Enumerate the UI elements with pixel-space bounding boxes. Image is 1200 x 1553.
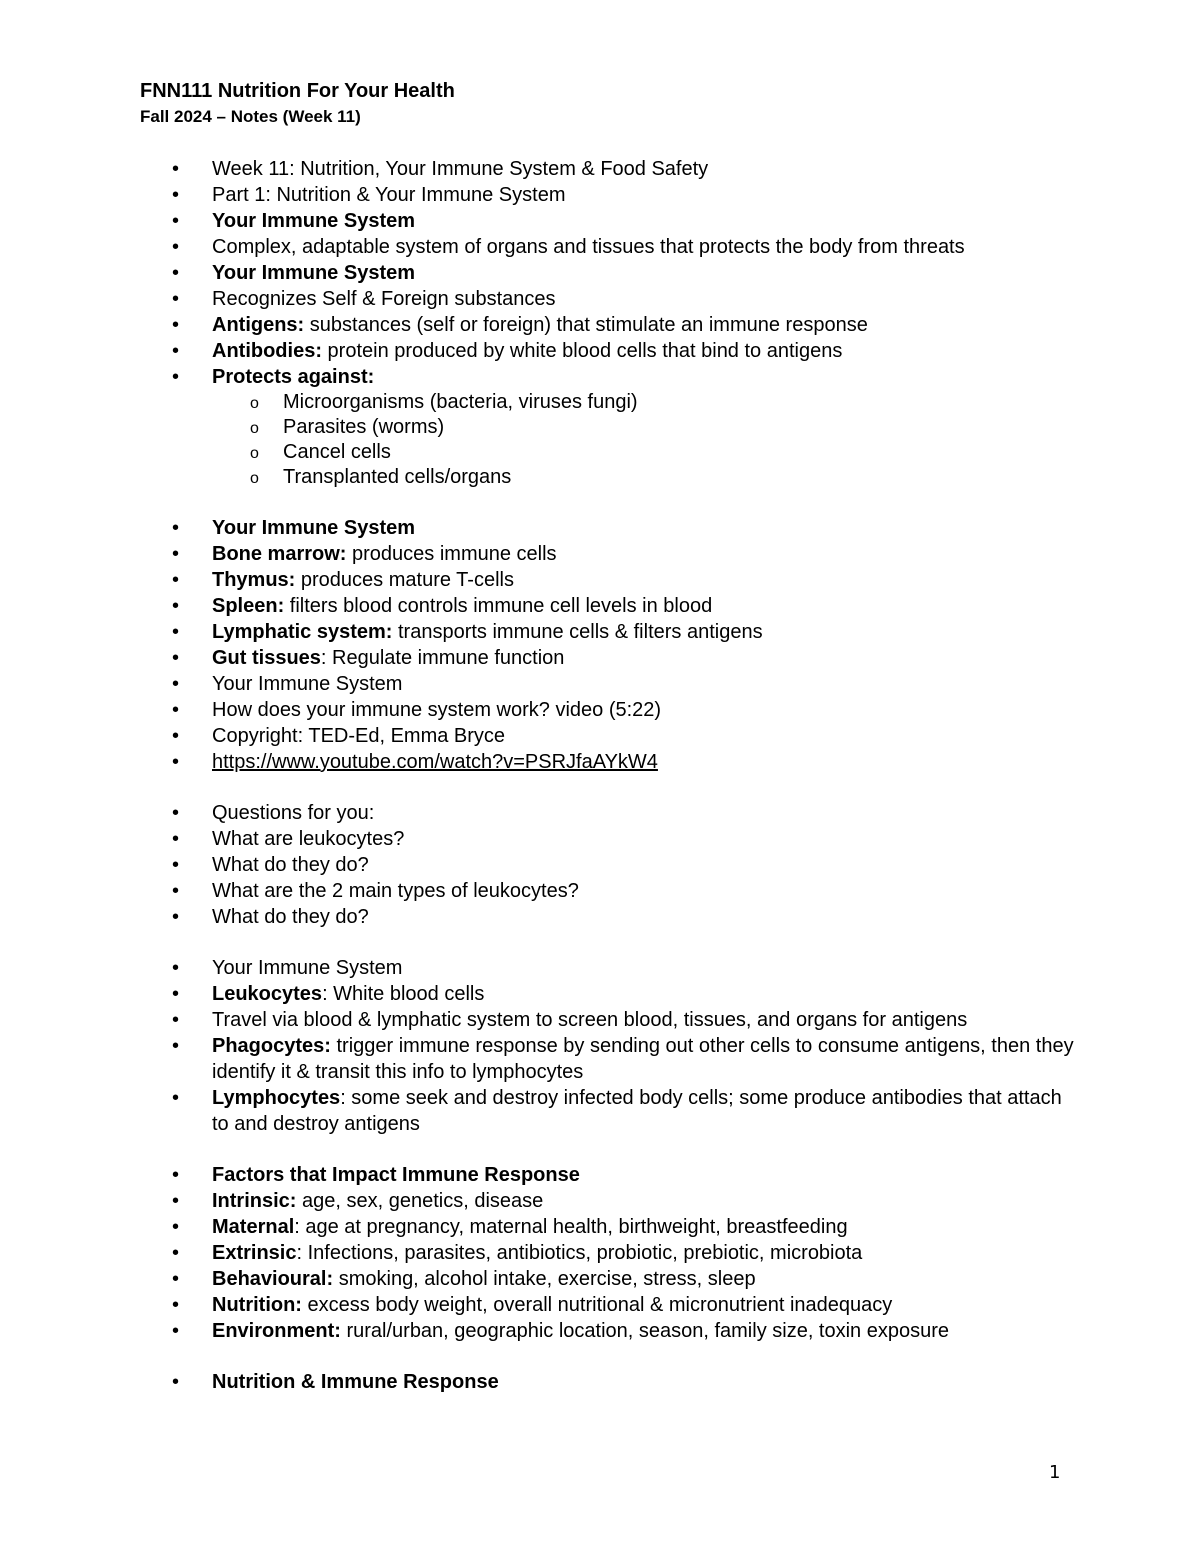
bullet-item [0, 981, 1200, 1007]
notes-section [0, 1162, 1200, 1344]
bullet-text: Travel via blood & lymphatic system to screen blood, tissues, and organs for antigens [212, 1009, 968, 1031]
bullet-item [0, 593, 1200, 619]
sub-bullet-text: Cancel cells [283, 441, 391, 463]
bullet-item [0, 1266, 1200, 1292]
bullet-icon: • [172, 880, 180, 902]
bullet-label: Behavioural: [212, 1268, 334, 1290]
bullet-item [0, 723, 1200, 749]
notes-section [0, 800, 1200, 930]
bullet-item [0, 1085, 1200, 1137]
bullet-icon: • [172, 1216, 180, 1238]
bullet-item [0, 541, 1200, 567]
bullet-icon: • [172, 288, 180, 310]
bullet-text: Your Immune System [212, 673, 403, 695]
bullet-icon: • [172, 262, 180, 284]
bullet-label: Gut tissues [212, 647, 321, 669]
bullet-text: age, sex, genetics, disease [296, 1190, 544, 1212]
bullet-icon: • [172, 184, 180, 206]
notes-section [0, 1369, 1200, 1395]
sub-bullet-item [0, 440, 1200, 465]
bullet-icon: • [172, 1087, 180, 1109]
bullet-text: How does your immune system work? video (5:22) [212, 699, 662, 721]
bullet-icon: • [172, 314, 180, 336]
bullet-item [0, 1292, 1200, 1318]
bullet-label: Intrinsic: [212, 1190, 297, 1212]
bullet-item [0, 671, 1200, 697]
sub-bullet-item [0, 465, 1200, 490]
bullet-item [0, 749, 1200, 775]
bullet-icon: • [172, 621, 180, 643]
bullet-icon: • [172, 340, 180, 362]
bullet-icon: • [172, 366, 180, 388]
bullet-label: Leukocytes [212, 983, 323, 1005]
bullet-text: What do they do? [212, 854, 369, 876]
bullet-text: excess body weight, overall nutritional & micronutrient inadequacy [301, 1294, 893, 1316]
page-number: 1 [1049, 1462, 1061, 1483]
bullet-label: Nutrition: [212, 1294, 302, 1316]
bullet-item [0, 697, 1200, 723]
bullet-label: Your Immune System [212, 262, 416, 284]
bullet-text: Week 11: Nutrition, Your Immune System & Food Safety [212, 158, 709, 180]
bullet-icon: • [172, 158, 180, 180]
bullet-text: What are leukocytes? [212, 828, 405, 850]
notes-body [0, 156, 1200, 1420]
bullet-item [0, 312, 1200, 338]
bullet-item [0, 286, 1200, 312]
bullet-icon: • [172, 569, 180, 591]
bullet-item [0, 1188, 1200, 1214]
bullet-icon: • [172, 673, 180, 695]
document-subtitle: Fall 2024 – Notes (Week 11) [140, 107, 361, 126]
bullet-label: Bone marrow: [212, 543, 347, 565]
bullet-icon: • [172, 236, 180, 258]
bullet-icon: • [172, 1164, 180, 1186]
bullet-item [0, 826, 1200, 852]
bullet-item [0, 955, 1200, 981]
sub-bullet-text: Transplanted cells/organs [283, 466, 512, 488]
bullet-text: substances (self or foreign) that stimulate an immune response [304, 314, 868, 336]
bullet-label: Factors that Impact Immune Response [212, 1164, 580, 1186]
bullet-item [0, 852, 1200, 878]
bullet-icon: • [172, 802, 180, 824]
bullet-text: filters blood controls immune cell levels in blood [284, 595, 713, 617]
bullet-icon: • [172, 1035, 180, 1057]
notes-section [0, 156, 1200, 490]
sub-bullet-item [0, 415, 1200, 440]
bullet-text: : age at pregnancy, maternal health, birthweight, breastfeeding [294, 1216, 848, 1238]
bullet-icon: • [172, 725, 180, 747]
bullet-label: Your Immune System [212, 210, 416, 232]
bullet-text: Questions for you: [212, 802, 375, 824]
video-link[interactable]: https://www.youtube.com/watch?v=PSRJfaAYkW4 [212, 751, 658, 773]
bullet-item [0, 1318, 1200, 1344]
bullet-item [0, 208, 1200, 234]
sub-bullet-text: Parasites (worms) [283, 416, 445, 438]
circle-bullet-icon: o [250, 420, 259, 437]
bullet-label: Protects against: [212, 366, 375, 388]
bullet-icon: • [172, 1294, 180, 1316]
bullet-text: What are the 2 main types of leukocytes? [212, 880, 579, 902]
bullet-icon: • [172, 1190, 180, 1212]
bullet-text: smoking, alcohol intake, exercise, stress, sleep [333, 1268, 756, 1290]
bullet-label: Phagocytes: [212, 1035, 331, 1057]
bullet-item [0, 338, 1200, 364]
bullet-item [0, 260, 1200, 286]
notes-section [0, 515, 1200, 775]
bullet-item [0, 1240, 1200, 1266]
bullet-icon: • [172, 1242, 180, 1264]
bullet-text: produces mature T-cells [295, 569, 514, 591]
bullet-icon: • [172, 828, 180, 850]
bullet-icon: • [172, 210, 180, 232]
bullet-item [0, 182, 1200, 208]
bullet-text: : White blood cells [322, 983, 485, 1005]
bullet-icon: • [172, 595, 180, 617]
bullet-text: What do they do? [212, 906, 369, 928]
bullet-text: rural/urban, geographic location, season, family size, toxin exposure [340, 1320, 950, 1342]
bullet-text: Your Immune System [212, 957, 403, 979]
bullet-item [0, 645, 1200, 671]
bullet-item [0, 1033, 1200, 1085]
bullet-label: Spleen: [212, 595, 285, 617]
bullet-item [0, 1369, 1200, 1395]
bullet-item [0, 1162, 1200, 1188]
bullet-item [0, 1214, 1200, 1240]
bullet-text: : Regulate immune function [320, 647, 565, 669]
bullet-icon: • [172, 543, 180, 565]
bullet-label: Antigens: [212, 314, 305, 336]
bullet-label: Lymphatic system: [212, 621, 393, 643]
bullet-label: Maternal [212, 1216, 295, 1238]
bullet-icon: • [172, 517, 180, 539]
notes-section [0, 955, 1200, 1137]
bullet-icon: • [172, 1009, 180, 1031]
bullet-text: protein produced by white blood cells that bind to antigens [322, 340, 843, 362]
sub-bullet-item [0, 390, 1200, 415]
bullet-text: Complex, adaptable system of organs and tissues that protects the body from threats [212, 236, 965, 258]
bullet-item [0, 234, 1200, 260]
bullet-text: : Infections, parasites, antibiotics, probiotic, prebiotic, microbiota [296, 1242, 863, 1264]
bullet-icon: • [172, 957, 180, 979]
bullet-text: Copyright: TED-Ed, Emma Bryce [212, 725, 506, 747]
circle-bullet-icon: o [250, 395, 259, 412]
bullet-label: Your Immune System [212, 517, 416, 539]
bullet-item [0, 800, 1200, 826]
bullet-label: Lymphocytes [212, 1087, 341, 1109]
bullet-text: produces immune cells [346, 543, 557, 565]
bullet-text: trigger immune response by sending out other cells to consume antigens, then they identify it & transit this info to lymphocytes [212, 1035, 1074, 1083]
bullet-icon: • [172, 647, 180, 669]
bullet-item [0, 904, 1200, 930]
bullet-icon: • [172, 854, 180, 876]
bullet-icon: • [172, 983, 180, 1005]
bullet-item [0, 567, 1200, 593]
bullet-icon: • [172, 1268, 180, 1290]
bullet-item [0, 156, 1200, 182]
bullet-icon: • [172, 906, 180, 928]
bullet-text: Recognizes Self & Foreign substances [212, 288, 556, 310]
bullet-icon: • [172, 751, 180, 773]
bullet-text: : some seek and destroy infected body cells; some produce antibodies that attach to and destroy antigens [212, 1087, 1062, 1135]
bullet-label: Nutrition & Immune Response [212, 1371, 499, 1393]
bullet-label: Extrinsic [212, 1242, 297, 1264]
bullet-text: Part 1: Nutrition & Your Immune System [212, 184, 566, 206]
bullet-label: Thymus: [212, 569, 296, 591]
bullet-text: transports immune cells & filters antigens [392, 621, 763, 643]
circle-bullet-icon: o [250, 445, 259, 462]
bullet-label: Environment: [212, 1320, 341, 1342]
bullet-icon: • [172, 1320, 180, 1342]
bullet-item [0, 619, 1200, 645]
bullet-item [0, 878, 1200, 904]
circle-bullet-icon: o [250, 470, 259, 487]
bullet-item [0, 364, 1200, 390]
bullet-icon: • [172, 1371, 180, 1393]
document-title: FNN111 Nutrition For Your Health [140, 80, 455, 102]
sub-bullet-text: Microorganisms (bacteria, viruses fungi) [283, 391, 638, 413]
bullet-item [0, 515, 1200, 541]
bullet-label: Antibodies: [212, 340, 322, 362]
bullet-icon: • [172, 699, 180, 721]
bullet-item [0, 1007, 1200, 1033]
